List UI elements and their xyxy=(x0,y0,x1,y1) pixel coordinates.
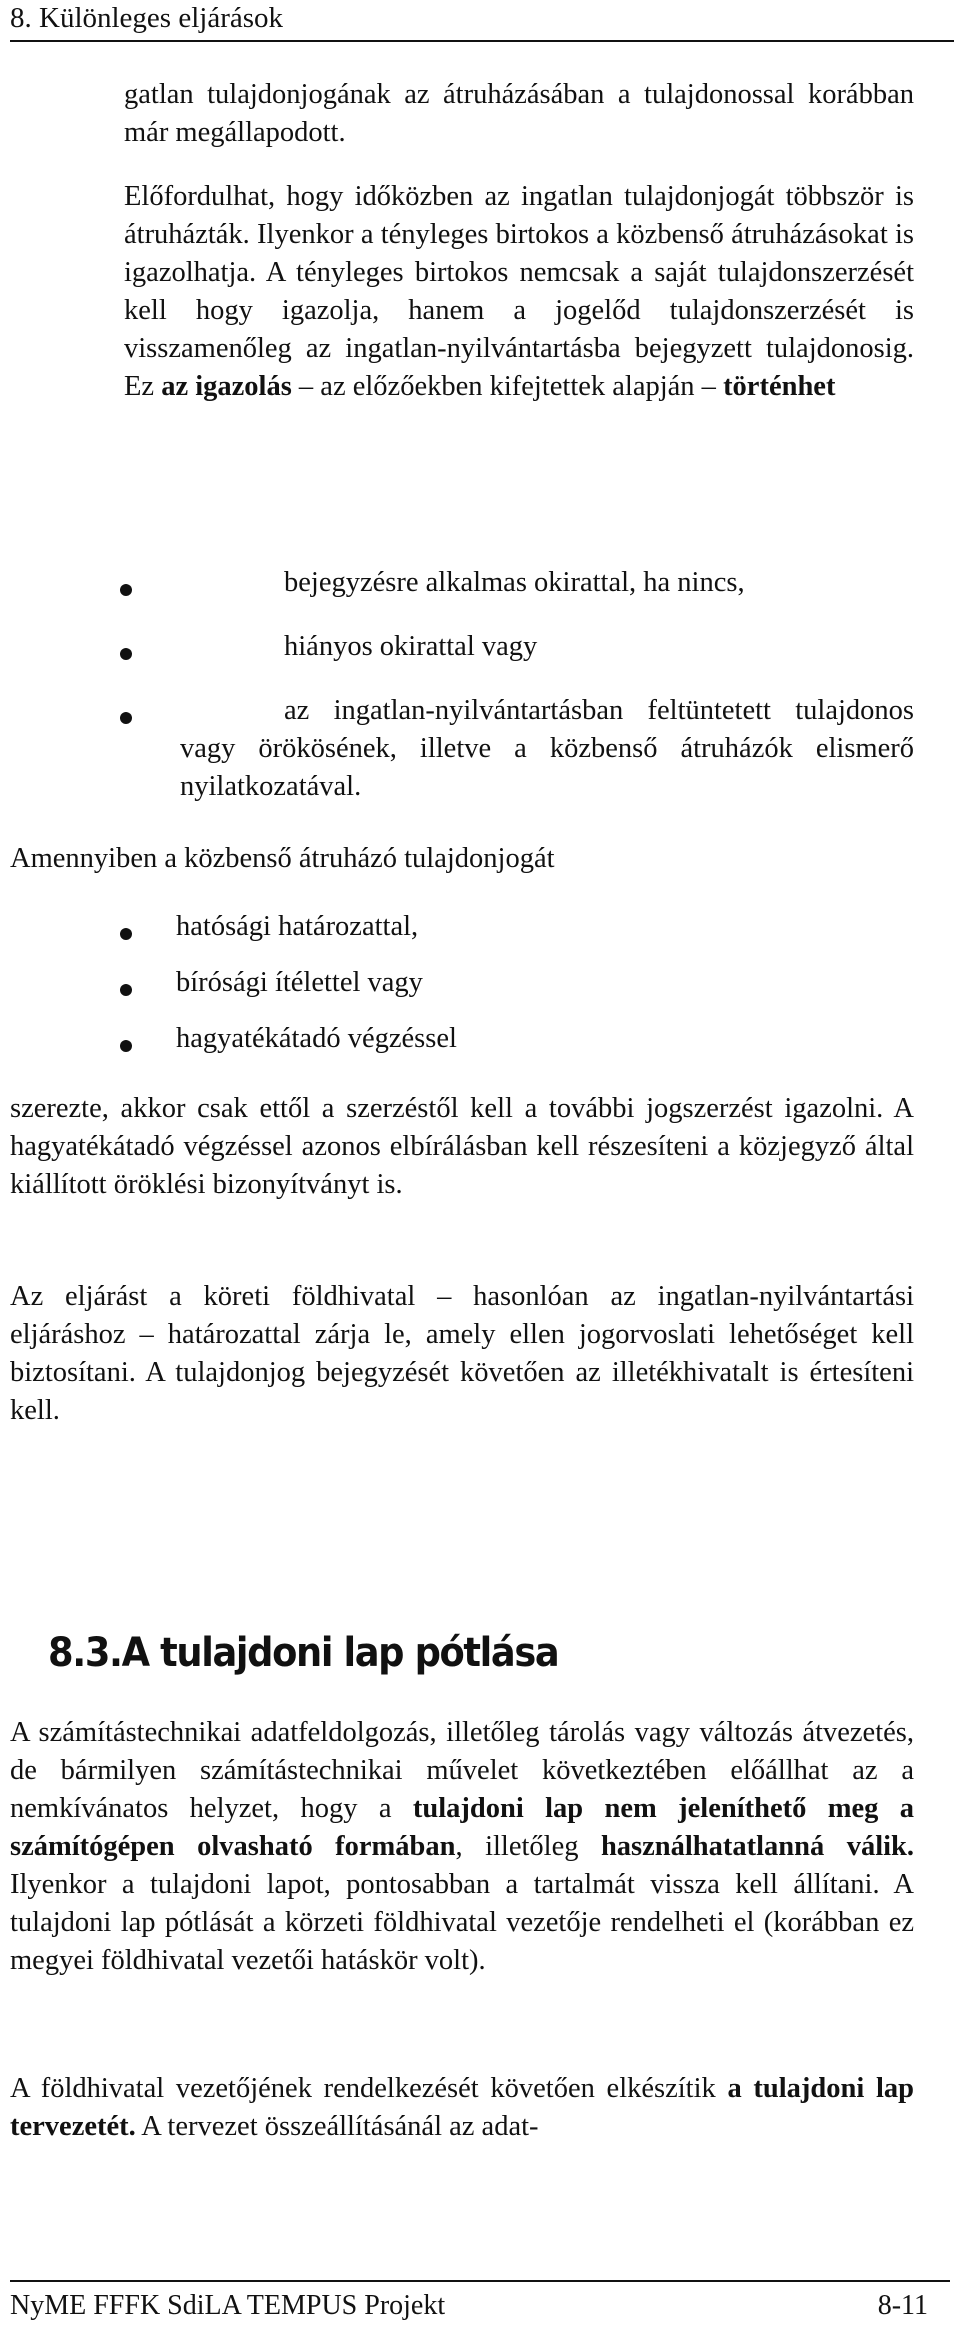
bold-term: a tulajdoni lap tervezetét. xyxy=(10,2073,914,2142)
bullet-icon xyxy=(120,928,132,940)
list-item: az ingatlan-nyilvántartásban feltüntetett tulajdonos vagy örökösének, illetve a közbenső átruházók elismerő nyilatkozatával. xyxy=(180,695,914,802)
bold-term: tulajdoni lap nem jeleníthető meg a számítógépen olvasható formában xyxy=(10,1793,914,1862)
paragraph-continuation: gatlan tulajdonjogának az átruházásában a tulajdonossal korábban már megállapodott. xyxy=(124,79,914,148)
page-number: 8-11 xyxy=(877,2290,928,2321)
bold-term: az igazolás xyxy=(161,371,292,402)
paragraph-title-deed-replacement: A számítástechnikai adatfeldolgozás, illetőleg tárolás vagy változás átvezetés, de bármilyen számítástechnikai művelet következtében előállhat az a nemkívánatos helyzet, hogy a tulajdoni lap nem jeleníthető meg a számítógépen olvasható formában, illetőleg használhatatlanná válik. Ilyenkor a tulajdoni lapot, pontosabban a tartalmát vissza kell állítani. A tulajdoni lap pótlását a körzeti földhivatal vezetője rendelheti el (korábban ez megyei földhivatal vezetői hatáskör volt). xyxy=(10,1717,915,1976)
list-item: hatósági határozattal, xyxy=(176,911,419,942)
running-header: 8. Különleges eljárások xyxy=(10,0,954,42)
bullet-icon xyxy=(120,712,132,724)
footer-rule xyxy=(10,2280,950,2282)
bullet-icon xyxy=(120,584,132,596)
paragraph-procedure-close: Az eljárást a köreti földhivatal – hasonlóan az ingatlan-nyilvántartási eljáráshoz – határozattal zárja le, amely ellen jogorvoslati lehetőséget kell biztosítani. A tulajdonjog bejegyzését követően az illetékhivatalt is értesíteni kell. xyxy=(10,1281,914,1426)
bullet-icon xyxy=(120,984,132,996)
paragraph-intermediate-owner: Amennyiben a közbenső átruházó tulajdonjogát xyxy=(10,843,555,874)
list-item: hiányos okirattal vagy xyxy=(284,631,538,662)
bold-term: használhatatlanná válik. xyxy=(600,1831,915,1862)
list-item: bejegyzésre alkalmas okirattal, ha nincs, xyxy=(284,567,745,598)
paragraph-intermediate-transfers: Előfordulhat, hogy időközben az ingatlan tulajdonjogát többször is átruházták. Ilyenkor a tényleges birtokos a közbenső átruházásokat is igazolhatja. A tényleges birtokos nemcsak a saját tulajdonszerzését kell hogy igazolja, hanem a jogelőd tulajdonszerzését is visszamenőleg az ingatlan-nyilvántartásba bejegyzett tulajdonosig. Ez az igazolás – az előzőekben kifejtettek alapján – történhet xyxy=(124,181,914,402)
bold-term: történhet xyxy=(723,371,836,402)
paragraph-draft: A földhivatal vezetőjének rendelkezését követően elkészítik a tulajdoni lap tervezetét. A tervezet összeállításánál az adat- xyxy=(10,2073,914,2142)
bullet-icon xyxy=(120,1040,132,1052)
list-item: hagyatékátadó végzéssel xyxy=(176,1023,457,1054)
paragraph-acquisition: szerezte, akkor csak ettől a szerzéstől kell a további jogszerzést igazolni. A hagyatékátadó végzéssel azonos elbírálásban kell részesíteni a közjegyző által kiállított öröklési bizonyítványt is. xyxy=(10,1093,914,1200)
section-heading: 8.3.A tulajdoni lap pótlása xyxy=(48,1630,559,1676)
bullet-icon xyxy=(120,648,132,660)
footer-project: NyME FFFK SdiLA TEMPUS Projekt xyxy=(10,2290,446,2321)
list-item: bírósági ítélettel vagy xyxy=(176,967,423,998)
